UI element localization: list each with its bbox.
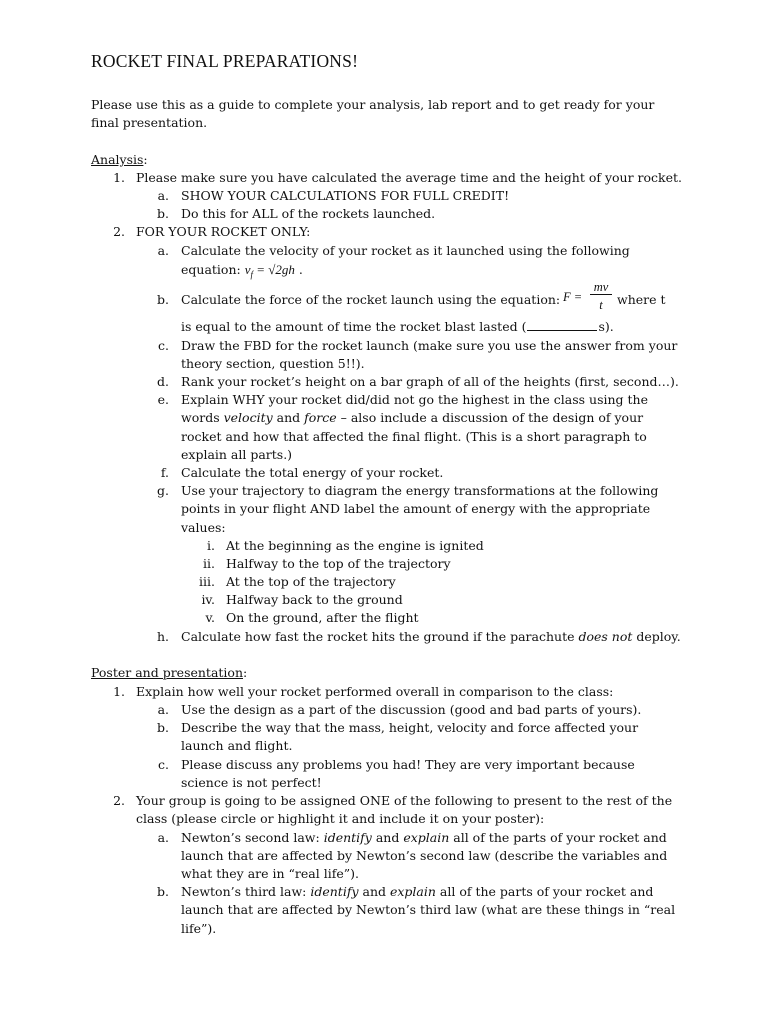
velocity-equation-sub: f: [250, 269, 253, 280]
analysis-item2e-line4: explain all parts.): [181, 447, 293, 462]
analysis-item2-marker: 2.: [113, 224, 125, 239]
analysis-item2g-marker: g.: [157, 483, 169, 498]
item2e-words: words: [181, 410, 224, 425]
analysis-item2h-marker: h.: [156, 629, 169, 644]
velocity-equation: [244, 262, 295, 280]
analysis-heading-text: Analysis: [91, 152, 144, 167]
newton-second-explain-em: explain: [403, 830, 450, 845]
poster-item1-text: Explain how well your rocket performed overall in comparison to the class:: [136, 684, 614, 699]
analysis-item2h-text: [181, 628, 681, 646]
analysis-item2f-marker: f.: [160, 465, 169, 480]
analysis-item2g-i-text: At the beginning as the engine is ignited: [226, 538, 484, 553]
analysis-item2d-marker: d.: [157, 374, 169, 389]
velocity-equation-rhs: = √2gh: [253, 262, 295, 277]
analysis-item2a-marker: a.: [157, 243, 169, 258]
blast-time-blank: [527, 318, 597, 331]
poster-item2a-marker: a.: [157, 830, 169, 845]
velocity-equation-period: .: [298, 262, 303, 277]
analysis-item2e-line3: rocket and how that affected the final flight. (This is a short paragraph to: [181, 429, 647, 444]
analysis-item2c-line2: theory section, question 5!!).: [181, 356, 365, 371]
item2h-prefix: Calculate how fast the rocket hits the ground if the parachute: [181, 629, 579, 644]
blast-time-suffix: s).: [598, 319, 614, 334]
newton-third-identify-em: identify: [310, 884, 359, 899]
intro-line-2: final presentation.: [91, 115, 208, 130]
poster-item2a-line1: [181, 829, 667, 847]
analysis-item2b-line1-prefix: Calculate the force of the rocket launch using the equation:: [181, 292, 561, 307]
poster-heading: [91, 664, 247, 682]
analysis-item2g-i-marker: i.: [207, 538, 215, 553]
newton-third-and: and: [358, 884, 390, 899]
analysis-item2g-iii-marker: iii.: [199, 574, 215, 589]
analysis-item2-text: FOR YOUR ROCKET ONLY:: [136, 224, 311, 239]
poster-item2-marker: 2.: [113, 793, 125, 808]
analysis-item2c-marker: c.: [158, 338, 169, 353]
force-equation-numerator: mv: [590, 280, 612, 295]
analysis-item2c-line1: Draw the FBD for the rocket launch (make sure you use the answer from your: [181, 338, 678, 353]
analysis-item2a-line1: Calculate the velocity of your rocket as it launched using the following: [181, 243, 630, 258]
poster-item1a-marker: a.: [157, 702, 169, 717]
poster-item1c-line1: Please discuss any problems you had! They are very important because: [181, 757, 635, 772]
newton-second-law-label: Newton’s second law:: [181, 830, 324, 845]
analysis-item2g-v-marker: v.: [205, 610, 215, 625]
newton-second-line1-rest: all of the parts of your rocket and: [449, 830, 667, 845]
analysis-item2e-line2: [181, 409, 643, 427]
analysis-item1-marker: 1.: [113, 170, 125, 185]
item2e-line2-rest: – also include a discussion of the design of your: [336, 410, 644, 425]
poster-item1b-line1: Describe the way that the mass, height, velocity and force affected your: [181, 720, 639, 735]
poster-item2b-marker: b.: [157, 884, 169, 899]
analysis-heading: [91, 151, 148, 169]
poster-item1b-marker: b.: [157, 720, 169, 735]
analysis-item2g-iv-text: Halfway back to the ground: [226, 592, 403, 607]
analysis-item2e-marker: e.: [157, 392, 169, 407]
analysis-item2g-iii-text: At the top of the trajectory: [226, 574, 396, 589]
poster-item2-line2: class (please circle or highlight it and include it on your poster):: [136, 811, 545, 826]
poster-item2b-line2: launch that are affected by Newton’s third law (what are these things in “real: [181, 902, 676, 917]
item2h-does-not-em: does not: [578, 629, 633, 644]
analysis-item2b-marker: b.: [157, 292, 169, 307]
poster-heading-colon: :: [243, 665, 248, 680]
poster-item2b-line3: life”).: [181, 921, 217, 936]
poster-heading-text: Poster and presentation: [91, 665, 244, 680]
analysis-item2g-ii-text: Halfway to the top of the trajectory: [226, 556, 451, 571]
newton-third-line1-rest: all of the parts of your rocket and: [435, 884, 654, 899]
analysis-item2b-line2: [181, 318, 614, 336]
analysis-item2d-text: Rank your rocket’s height on a bar graph of all of the heights (first, second…).: [181, 374, 679, 389]
newton-third-law-label: Newton’s third law:: [181, 884, 311, 899]
poster-item2a-line2: launch that are affected by Newton’s second law (describe the variables and: [181, 848, 668, 863]
blast-time-prefix: is equal to the amount of time the rocket blast lasted (: [181, 319, 527, 334]
poster-item2a-line3: what they are in “real life”).: [181, 866, 359, 881]
analysis-item1a-text: SHOW YOUR CALCULATIONS FOR FULL CREDIT!: [181, 188, 510, 203]
velocity-equation-label: equation:: [181, 262, 241, 277]
item2e-and: and: [272, 410, 305, 425]
analysis-item1-text: Please make sure you have calculated the average time and the height of your rocket.: [136, 170, 683, 185]
analysis-item2f-text: Calculate the total energy of your rocket.: [181, 465, 444, 480]
page-title: ROCKET FINAL PREPARATIONS!: [91, 51, 359, 71]
analysis-item2g-ii-marker: ii.: [203, 556, 215, 571]
poster-item1b-line2: launch and flight.: [181, 738, 293, 753]
poster-item1c-line2: science is not perfect!: [181, 775, 322, 790]
analysis-heading-colon: :: [143, 152, 148, 167]
item2e-velocity-em: velocity: [223, 410, 273, 425]
poster-item1a-text: Use the design as a part of the discussion (good and bad parts of yours).: [181, 702, 642, 717]
analysis-item2g-line3: values:: [181, 520, 226, 535]
analysis-item2a-line2: [181, 261, 303, 284]
poster-item1-marker: 1.: [113, 684, 125, 699]
poster-item1c-marker: c.: [158, 757, 169, 772]
force-equation-lhs: F =: [563, 290, 583, 304]
analysis-item1b-text: Do this for ALL of the rockets launched.: [181, 206, 436, 221]
analysis-item1a-marker: a.: [157, 188, 169, 203]
analysis-item2g-line1: Use your trajectory to diagram the energy transformations at the following: [181, 483, 659, 498]
newton-second-and: and: [371, 830, 404, 845]
newton-third-explain-em: explain: [389, 884, 436, 899]
analysis-item2g-line2: points in your flight AND label the amount of energy with the appropriate: [181, 501, 651, 516]
force-equation-denominator: t: [599, 298, 603, 312]
poster-item2-line1: Your group is going to be assigned ONE of the following to present to the rest of the: [136, 793, 673, 808]
analysis-item2g-v-text: On the ground, after the flight: [226, 610, 419, 625]
item2e-force-em: force: [304, 410, 337, 425]
item2h-suffix: deploy.: [632, 629, 681, 644]
analysis-item2b-line1-suffix: where t: [617, 292, 666, 307]
velocity-equation-v: v: [244, 262, 251, 277]
newton-second-identify-em: identify: [323, 830, 372, 845]
analysis-item2e-line1: Explain WHY your rocket did/did not go the highest in the class using the: [181, 392, 648, 407]
analysis-item1b-marker: b.: [157, 206, 169, 221]
poster-item2b-line1: [181, 883, 653, 901]
intro-line-1: Please use this as a guide to complete your analysis, lab report and to get ready for your: [91, 97, 655, 112]
analysis-item2g-iv-marker: iv.: [201, 592, 215, 607]
